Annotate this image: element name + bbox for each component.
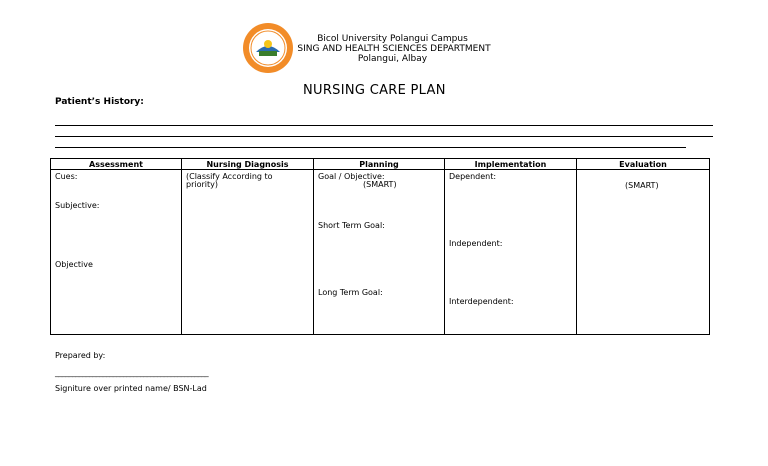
history-line-1 xyxy=(55,125,713,126)
history-line-2 xyxy=(55,136,713,137)
prepared-by-label: Prepared by: xyxy=(55,351,106,360)
cues-label: Cues: xyxy=(55,172,78,181)
goal-objective-label: Goal / Objective: xyxy=(318,172,385,181)
dependent-label: Dependent: xyxy=(449,172,497,181)
implementation-cell[interactable] xyxy=(445,170,577,335)
evaluation-smart-label: (SMART) xyxy=(625,181,659,190)
independent-label: Independent: xyxy=(449,239,503,248)
header-nursing-diagnosis: Nursing Diagnosis xyxy=(182,159,314,170)
planning-smart-label: (SMART) xyxy=(363,180,397,189)
patients-history-label: Patient’s History: xyxy=(55,97,144,107)
planning-cell[interactable] xyxy=(314,170,445,335)
table-header-row xyxy=(51,159,710,170)
campus-location: Polangui, Albay xyxy=(357,54,428,64)
header-planning: Planning xyxy=(314,159,445,170)
university-seal-icon xyxy=(242,22,294,74)
long-term-goal-label: Long Term Goal: xyxy=(318,288,383,297)
diagnosis-note-1: (Classify According to xyxy=(186,172,273,181)
objective-label: Objective xyxy=(55,260,93,269)
header-assessment: Assessment xyxy=(51,159,182,170)
care-plan-table xyxy=(50,158,710,335)
university-name: Bicol University Polangui Campus xyxy=(317,34,468,44)
signature-caption: Signiture over printed name/ BSN-Lad xyxy=(55,384,207,393)
history-line-3 xyxy=(55,147,686,148)
signature-line: _____________________________________________ xyxy=(55,368,209,377)
table-body-row xyxy=(51,170,710,335)
short-term-goal-label: Short Term Goal: xyxy=(318,221,385,230)
assessment-cell[interactable] xyxy=(51,170,182,335)
diagnosis-note-2: priority) xyxy=(186,180,218,189)
interdependent-label: Interdependent: xyxy=(449,297,514,306)
header-implementation: Implementation xyxy=(445,159,577,170)
evaluation-cell[interactable] xyxy=(577,170,710,335)
subjective-label: Subjective: xyxy=(55,201,100,210)
diagnosis-cell[interactable] xyxy=(182,170,314,335)
department-name: SING AND HEALTH SCIENCES DEPARTMENT xyxy=(297,44,491,54)
page-title: NURSING CARE PLAN xyxy=(303,83,446,98)
header-evaluation: Evaluation xyxy=(577,159,710,170)
